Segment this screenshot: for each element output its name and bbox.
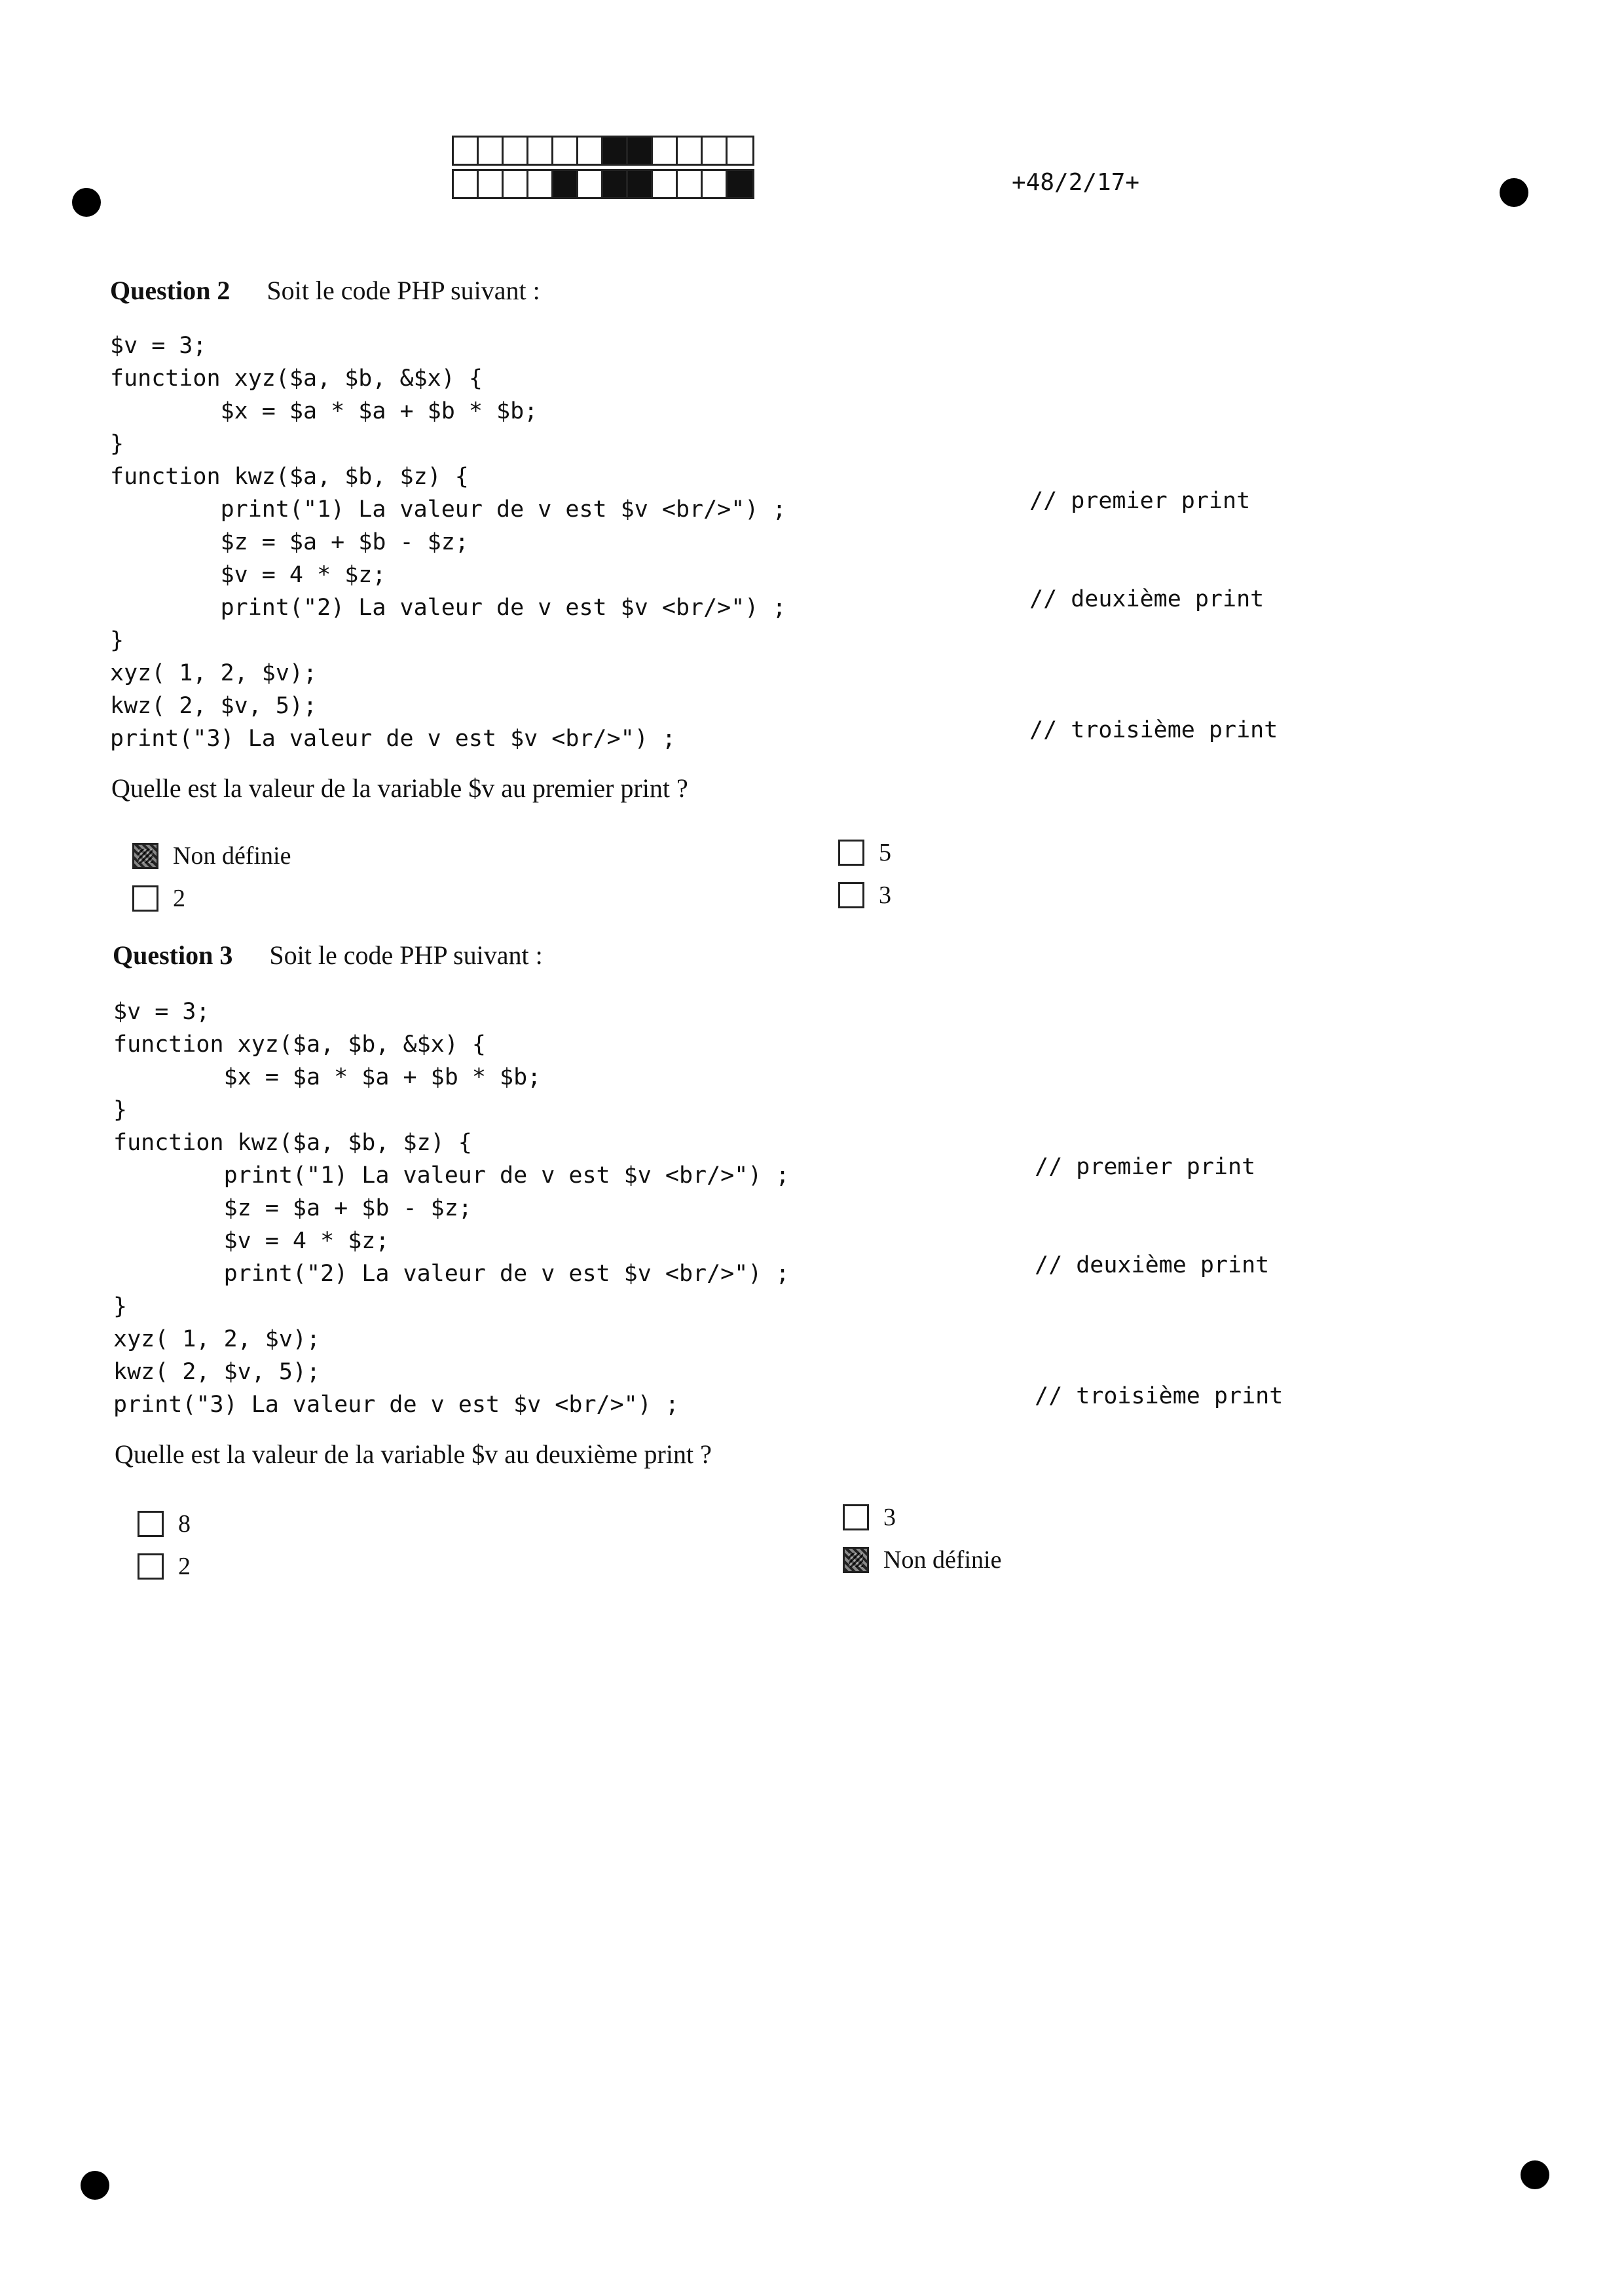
checkbox[interactable] [843,1504,869,1530]
barcode-cell [578,138,603,164]
barcode-cell [553,138,578,164]
barcode-cell [479,138,504,164]
checkbox-checked[interactable] [132,843,158,869]
code-comment: // troisième print [1029,717,1278,743]
question-title: Question 2 [110,276,231,305]
code-comment: // premier print [1035,1154,1256,1180]
code-line: $x = $a * $a + $b * $b; [110,398,538,424]
code-line: } [113,1293,128,1320]
code-line: print("3) La valeur de v est $v <br/>") ; [113,1392,679,1418]
answer-label: 5 [879,839,891,866]
code-line: $z = $a + $b - $z; [110,529,469,555]
code-line: $v = 3; [113,999,210,1025]
question-header [110,275,540,306]
barcode-cell [628,171,653,197]
answer-label: 8 [178,1510,191,1538]
barcode-cell [728,171,752,197]
barcode-cell [454,138,479,164]
code-comment: // premier print [1029,488,1251,514]
answer-label: 2 [173,885,185,912]
barcode-cell [454,171,479,197]
code-line: $v = 4 * $z; [113,1228,390,1254]
answer-choice[interactable] [138,1509,191,1538]
checkbox[interactable] [838,882,864,908]
checkbox[interactable] [138,1511,164,1537]
answer-choice[interactable] [132,884,185,913]
barcode-cell [653,138,678,164]
code-line: function kwz($a, $b, $z) { [110,464,469,490]
code-line: } [110,431,124,457]
question-prompt: Quelle est la valeur de la variable $v au deuxième print ? [115,1439,712,1469]
barcode-cell [703,138,728,164]
barcode-cell [479,171,504,197]
barcode-cell [703,171,728,197]
answer-choice[interactable] [843,1546,1001,1574]
answer-choice[interactable] [838,838,891,867]
code-line: $z = $a + $b - $z; [113,1195,472,1221]
code-line: } [113,1097,128,1123]
checkbox[interactable] [138,1553,164,1580]
barcode-cell [603,138,628,164]
question-intro: Soit le code PHP suivant : [269,940,543,970]
code-line: kwz( 2, $v, 5); [110,693,318,719]
answer-choice[interactable] [843,1503,896,1532]
answer-label: 2 [178,1553,191,1580]
question-title: Question 3 [113,940,233,970]
checkbox[interactable] [132,885,158,912]
code-line: print("2) La valeur de v est $v <br/>") ; [110,595,786,621]
barcode-cell [504,171,528,197]
code-line: $v = 3; [110,333,207,359]
answer-label: Non définie [883,1546,1002,1574]
registration-mark-bottom-right [1521,2160,1549,2189]
code-line: function xyz($a, $b, &$x) { [110,365,483,392]
code-line: $x = $a * $a + $b * $b; [113,1064,542,1090]
code-comment: // deuxième print [1029,586,1264,612]
barcode-row-2 [452,169,754,199]
barcode-cell [653,171,678,197]
registration-mark-top-right [1500,178,1528,207]
page-id: +48/2/17+ [1012,169,1140,196]
question-intro: Soit le code PHP suivant : [267,276,540,305]
registration-mark-bottom-left [81,2171,109,2200]
code-line: print("1) La valeur de v est $v <br/>") ; [113,1162,790,1189]
answer-choice[interactable] [138,1552,191,1581]
answer-label: 3 [879,881,891,909]
barcode-cell [603,171,628,197]
answer-choice[interactable] [132,842,291,870]
checkbox-checked[interactable] [843,1547,869,1573]
code-comment: // troisième print [1035,1383,1283,1409]
code-line: xyz( 1, 2, $v); [113,1326,321,1352]
answer-label: 3 [883,1504,896,1531]
answer-label: Non définie [173,842,291,870]
code-line: } [110,627,124,654]
barcode-cell [678,138,703,164]
barcode-cell [553,171,578,197]
barcode-cell [528,138,553,164]
code-line: print("1) La valeur de v est $v <br/>") ; [110,496,786,523]
barcode-cell [578,171,603,197]
barcode-cell [728,138,752,164]
checkbox[interactable] [838,840,864,866]
code-line: xyz( 1, 2, $v); [110,660,318,686]
barcode-row-1 [452,136,754,166]
barcode-cell [528,171,553,197]
code-line: function kwz($a, $b, $z) { [113,1130,472,1156]
code-line: function xyz($a, $b, &$x) { [113,1031,486,1058]
code-comment: // deuxième print [1035,1252,1270,1278]
code-line: $v = 4 * $z; [110,562,386,588]
barcode-cell [504,138,528,164]
code-line: print("3) La valeur de v est $v <br/>") ; [110,726,676,752]
barcode-cell [628,138,653,164]
question-header [113,940,543,971]
code-line: print("2) La valeur de v est $v <br/>") ; [113,1261,790,1287]
barcode-cell [678,171,703,197]
question-prompt: Quelle est la valeur de la variable $v au premier print ? [111,773,688,803]
answer-choice[interactable] [838,881,891,910]
code-line: kwz( 2, $v, 5); [113,1359,321,1385]
registration-mark-top-left [72,188,101,217]
